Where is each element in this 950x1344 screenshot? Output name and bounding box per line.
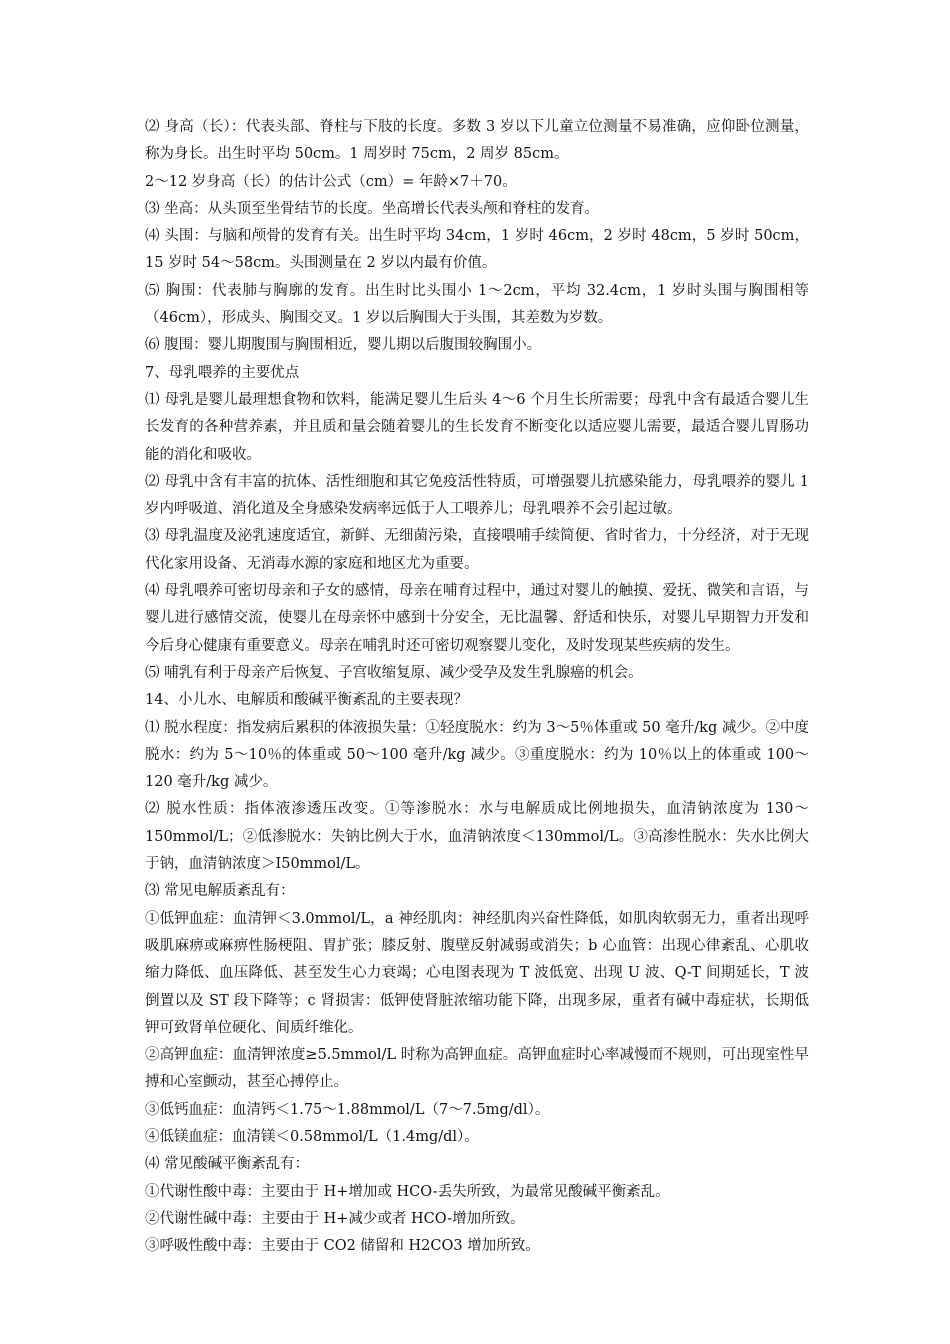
paragraph-hypocalcemia: ③低钙血症：血清钙＜1.75～1.88mmol/L（7～7.5mg/dl）。 xyxy=(145,1101,550,1118)
paragraph-breastfeeding-5: ⑸ 哺乳有利于母亲产后恢复、子宫收缩复原、减少受孕及发生乳腺癌的机会。 xyxy=(145,664,643,681)
paragraph-head-circumference: ⑷ 头围：与脑和颅骨的发育有关。出生时平均 34cm，1 岁时 46cm，2 岁时 48cm，5 岁时 50cm，15 岁时 54～58cm。头围测量在 2 岁以内最有价值。 xyxy=(145,228,809,272)
paragraph-metabolic-acidosis: ①代谢性酸中毒：主要由于 H+增加或 HCO-丢失所致，为最常见酸碱平衡紊乱。 xyxy=(145,1183,670,1200)
section-heading-breastfeeding: 7、母乳喂养的主要优点 xyxy=(145,364,300,381)
paragraph-acid-base-disorders: ⑷ 常见酸碱平衡紊乱有： xyxy=(145,1156,310,1173)
paragraph-breastfeeding-4: ⑷ 母乳喂养可密切母亲和子女的感情，母亲在哺育过程中，通过对婴儿的触摸、爱抚、微笑和言语，与婴儿进行感情交流，使婴儿在母亲怀中感到十分安全，无比温馨、舒适和快乐，对婴儿早期智力开发和今后身心健康有重要意义。母亲在哺乳时还可密切观察婴儿变化，及时发现某些疾病的发生。 xyxy=(145,583,809,654)
paragraph-breastfeeding-2: ⑵ 母乳中含有丰富的抗体、活性细胞和其它免疫活性特质，可增强婴儿抗感染能力，母乳喂养的婴儿 1 岁内呼吸道、消化道及全身感染发病率远低于人工喂养儿；母乳喂养不会引起过敏。 xyxy=(145,473,809,518)
paragraph-dehydration-type: ⑵ 脱水性质：指体液渗透压改变。①等渗脱水：水与电解质成比例地损失，血清钠浓度为 130～150mmol/L；②低渗脱水：失钠比例大于水，血清钠浓度＜130mmol/L。③高渗性脱水：失水比例大于钠，血清钠浓度＞I50mmol/L。 xyxy=(145,801,809,873)
section-heading-electrolytes: 14、小儿水、电解质和酸碱平衡紊乱的主要表现？ xyxy=(145,692,468,709)
paragraph-hypokalemia: ①低钾血症：血清钾＜3.0mmol/L，a 神经肌肉：神经肌肉兴奋性降低，如肌肉软弱无力，重者出现呼吸肌麻痹或麻痹性肠梗阻、胃扩张；膝反射、腹壁反射减弱或消失；b 心血管：出现心律紊乱、心肌收缩力降低、血压降低、甚至发生心力衰竭；心电图表现为 T 波低宽、出现 U 波、Q-T 间期延长，T 波倒置以及 ST 段下降等；c 肾损害：低钾使肾脏浓缩功能下降，出现多尿，重者有碱中毒症状，长期低钾可致肾单位硬化、间质纤维化。 xyxy=(145,910,809,1036)
document-body xyxy=(145,114,809,1260)
paragraph-hypomagnesemia: ④低镁血症：血清镁＜0.58mmol/L（1.4mg/dl）。 xyxy=(145,1128,479,1145)
paragraph-sitting-height: ⑶ 坐高：从头顶至坐骨结节的长度。坐高增长代表头颅和脊柱的发育。 xyxy=(145,200,600,217)
paragraph-electrolyte-disorders: ⑶ 常见电解质紊乱有： xyxy=(145,883,295,900)
paragraph-metabolic-alkalosis: ②代谢性碱中毒：主要由于 H+减少或者 HCO-增加所致。 xyxy=(145,1210,525,1227)
paragraph-breastfeeding-3: ⑶ 母乳温度及泌乳速度适宜，新鲜、无细菌污染，直接喂哺手续简便、省时省力，十分经济，对于无现代化家用设备、无消毒水源的家庭和地区尤为重要。 xyxy=(145,528,809,572)
paragraph-chest-circumference: ⑸ 胸围：代表肺与胸廓的发育。出生时比头围小 1～2cm，平均 32.4cm，1 岁时头围与胸围相等（46cm），形成头、胸围交叉。1 岁以后胸围大于头围，其差数为岁数。 xyxy=(145,282,809,327)
paragraph-height-formula: 2～12 岁身高（长）的估计公式（cm）= 年龄×7＋70。 xyxy=(145,173,517,190)
paragraph-respiratory-acidosis: ③呼吸性酸中毒：主要由于 CO2 储留和 H2CO3 增加所致。 xyxy=(145,1238,540,1255)
paragraph-breastfeeding-1: ⑴ 母乳是婴儿最理想食物和饮料，能满足婴儿生后头 4～6 个月生长所需要；母乳中含有最适合婴儿生长发育的各种营养素，并且质和量会随着婴儿的生长发育不断变化以适应婴儿需要，最适合婴儿胃肠功能的消化和吸收。 xyxy=(145,391,809,463)
paragraph-height: ⑵ 身高（长）：代表头部、脊柱与下肢的长度。多数 3 岁以下儿童立位测量不易准确，应仰卧位测量，称为身长。出生时平均 50cm。1 周岁时 75cm，2 周岁 85cm。 xyxy=(145,119,809,163)
paragraph-hyperkalemia: ②高钾血症：血清钾浓度≥5.5mmol/L 时称为高钾血症。高钾血症时心率减慢而不规则，可出现室性早搏和心室颤动，甚至心搏停止。 xyxy=(145,1047,809,1091)
paragraph-abdominal-circumference: ⑹ 腹围：婴儿期腹围与胸围相近，婴儿期以后腹围较胸围小。 xyxy=(145,337,542,354)
paragraph-dehydration-degree: ⑴ 脱水程度：指发病后累积的体液损失量：①轻度脱水：约为 3～5％体重或 50 毫升/kg 减少。②中度脱水：约为 5～10％的体重或 50～100 毫升/kg 减少。③重度脱水：约为 10％以上的体重或 100～120 毫升/kg 减少。 xyxy=(145,719,809,791)
